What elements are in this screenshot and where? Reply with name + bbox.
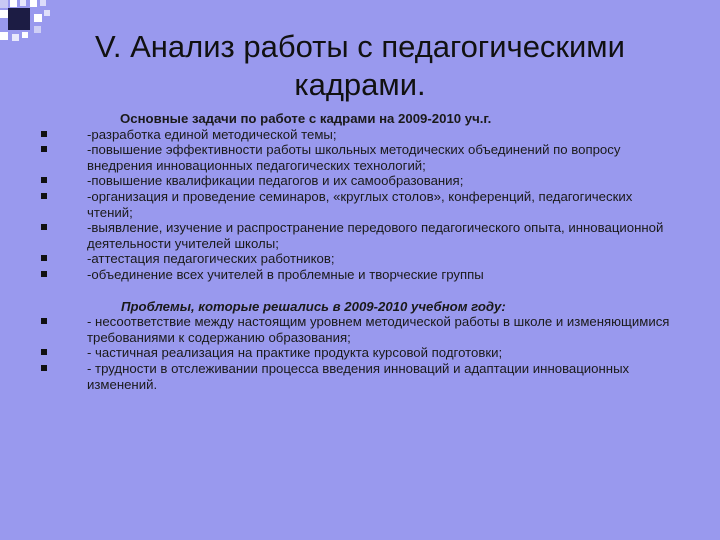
list-item-text: -объединение всех учителей в проблемные и творческие группы	[87, 266, 484, 282]
list-item	[40, 127, 680, 143]
square-bullet-icon	[41, 255, 47, 261]
list-item-text: -аттестация педагогических работников;	[87, 251, 335, 267]
section2-heading: Проблемы, которые решались в 2009-2010 учебном году:	[121, 298, 506, 314]
square-bullet-icon	[41, 146, 47, 152]
section1-heading: Основные задачи по работе с кадрами на 2009-2010 уч.г.	[120, 111, 492, 126]
slide-content	[40, 111, 680, 392]
list-item	[40, 361, 680, 392]
list-item	[40, 345, 680, 361]
square-bullet-icon	[41, 318, 47, 324]
square-bullet-icon	[41, 131, 47, 137]
list-item	[40, 267, 680, 283]
square-bullet-icon	[41, 349, 47, 355]
list-item-text: -организация и проведение семинаров, «круглых столов», конференций, педагогических чтений;	[87, 188, 633, 220]
square-bullet-icon	[41, 271, 47, 277]
list-item-text: -разработка единой методической темы;	[87, 126, 337, 142]
list-item	[40, 251, 680, 267]
list-item-text: - несоответствие между настоящим уровнем методической работы в школе и изменяющимися требованиями к содержанию образования;	[87, 314, 670, 345]
list-item	[40, 189, 680, 220]
list-item	[40, 173, 680, 189]
square-bullet-icon	[41, 224, 47, 230]
square-bullet-icon	[41, 365, 47, 371]
list-item-text: - частичная реализация на практике продукта курсовой подготовки;	[87, 345, 503, 361]
list-item-text: -повышение эффективности работы школьных методических объединений по вопросу внедрения инновационных педагогических технологий;	[87, 142, 621, 173]
square-bullet-icon	[41, 177, 47, 183]
list-item-text: - трудности в отслеживании процесса введения инноваций и адаптации инновационных изменений.	[87, 360, 630, 392]
square-bullet-icon	[41, 193, 47, 199]
list-item-text: -выявление, изучение и распространение передового педагогического опыта, инновационной деятельности учителей школы;	[87, 220, 664, 251]
corner-decoration	[0, 0, 80, 50]
list-item-text: -повышение квалификации педагогов и их самообразования;	[87, 173, 464, 189]
list-item	[40, 220, 680, 251]
list-item	[40, 142, 680, 173]
list-item	[40, 314, 680, 345]
slide-title: V. Анализ работы с педагогическими кадрами.	[95, 29, 625, 102]
